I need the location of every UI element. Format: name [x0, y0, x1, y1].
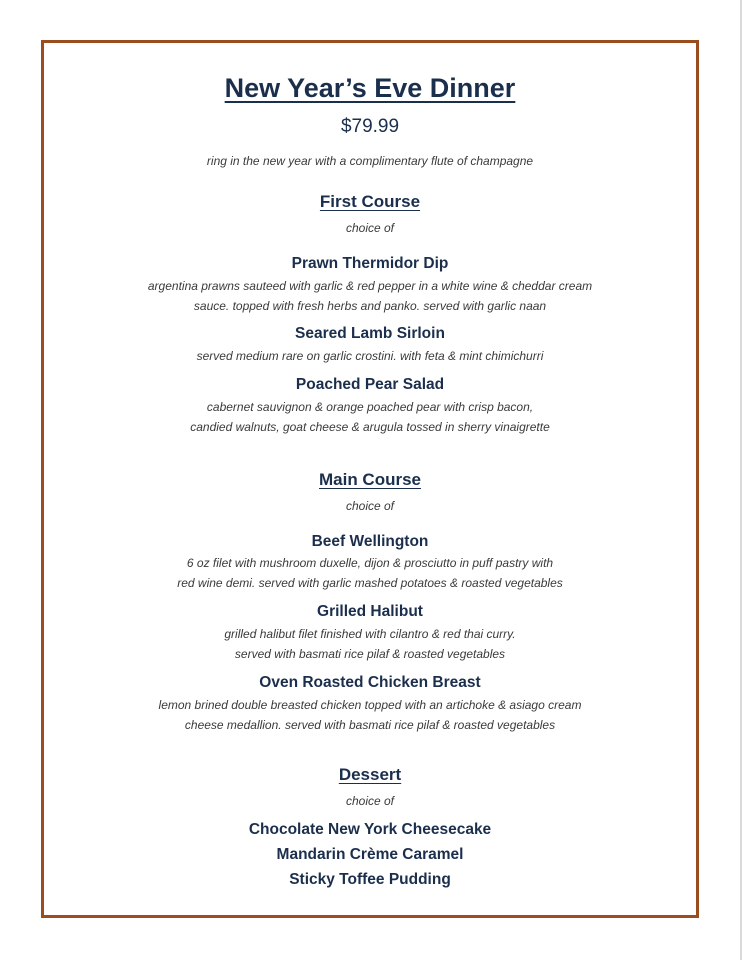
dish-description-line: candied walnuts, goat cheese & arugula tossed in sherry vinaigrette [190, 419, 550, 434]
main-course-title: Main Course [318, 470, 422, 489]
menu-tagline: ring in the new year with a complimentary flute of champagne [206, 154, 534, 168]
dish-description-line: 6 oz filet with mushroom duxelle, dijon & prosciutto in puff pastry with [186, 556, 554, 570]
dish-name: Oven Roasted Chicken Breast [259, 674, 481, 691]
dish-description [44, 554, 696, 593]
main-course-choice: choice of [345, 499, 395, 513]
dish-description-line: argentina prawns sauteed with garlic & red pepper in a white wine & cheddar cream [147, 279, 593, 293]
dish-description-line: grilled halibut filet finished with cilantro & red thai curry. [224, 627, 516, 641]
dish-name: Beef Wellington [311, 533, 429, 550]
dessert-item: Mandarin Crème Caramel [276, 846, 464, 863]
dish-description [44, 277, 696, 316]
dish-description-line: cheese medallion. served with basmati rice pilaf & roasted vegetables [184, 717, 556, 732]
dessert-item: Sticky Toffee Pudding [289, 871, 451, 888]
dish-description-line: red wine demi. served with garlic mashed potatoes & roasted vegetables [177, 575, 563, 590]
menu-price: $79.99 [340, 116, 400, 137]
dish-name: Poached Pear Salad [295, 376, 445, 393]
dish-description-line: sauce. topped with fresh herbs and panko. served with garlic naan [193, 298, 547, 313]
menu-title: New Year’s Eve Dinner [224, 73, 516, 103]
dessert-item: Chocolate New York Cheesecake [248, 821, 492, 838]
dish-description [44, 696, 696, 735]
dish-description-line: served medium rare on garlic crostini. with feta & mint chimichurri [196, 349, 544, 363]
dish-description-line: cabernet sauvignon & orange poached pear with crisp bacon, [206, 400, 534, 414]
dish-description-line: served with basmati rice pilaf & roasted vegetables [234, 646, 506, 661]
first-course-choice: choice of [345, 221, 395, 235]
dessert-title: Dessert [338, 765, 402, 784]
dessert-choice: choice of [345, 794, 395, 808]
dish-description [44, 398, 696, 437]
dish-name: Prawn Thermidor Dip [291, 255, 449, 272]
dish-description [44, 347, 696, 367]
dish-description-line: lemon brined double breasted chicken topped with an artichoke & asiago cream [158, 698, 582, 712]
dish-description [44, 625, 696, 664]
first-course-title: First Course [319, 192, 421, 211]
dish-name: Grilled Halibut [317, 603, 423, 620]
dish-name: Seared Lamb Sirloin [295, 325, 445, 342]
menu-frame [41, 40, 699, 918]
